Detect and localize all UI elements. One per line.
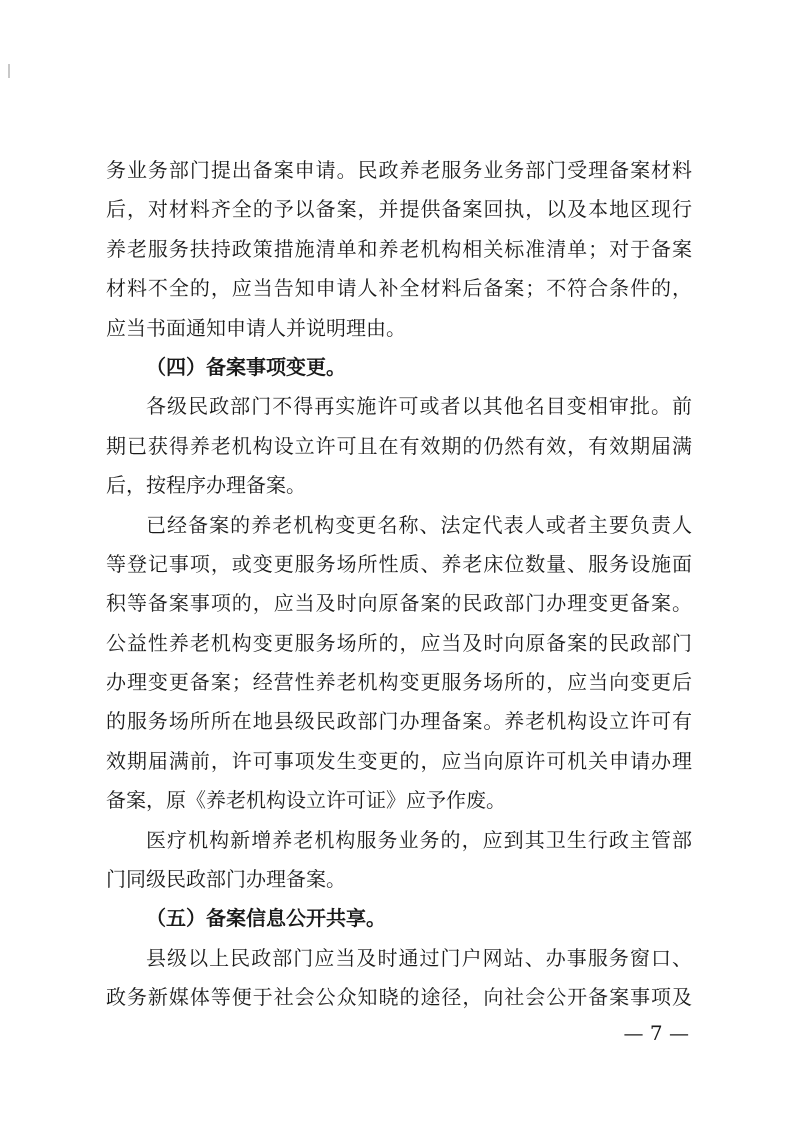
text-line: 积等备案事项的，应当及时向原备案的民政部门办理变更备案。 (106, 591, 692, 616)
text-line: 政务新媒体等便于社会公众知晓的途径，向社会公开备案事项及 (106, 985, 692, 1010)
text-line: 备案，原《养老机构设立许可证》应予作废。 (106, 788, 506, 813)
text-line: 的服务场所所在地县级民政部门办理备案。养老机构设立许可有 (106, 709, 692, 734)
text-line: 医疗机构新增养老机构服务业务的，应到其卫生行政主管部 (146, 827, 692, 852)
text-line: 等登记事项，或变更服务场所性质、养老床位数量、服务设施面 (106, 551, 692, 576)
text-line: 应当书面通知申请人并说明理由。 (106, 315, 406, 340)
page-number: — 7 — (623, 1021, 689, 1045)
text-line: 门同级民政部门办理备案。 (106, 867, 346, 892)
section-heading: （五）备案信息公开共享。 (146, 906, 386, 931)
text-line: 县级以上民政部门应当及时通过门户网站、办事服务窗口、 (146, 945, 692, 970)
section-heading: （四）备案事项变更。 (146, 354, 346, 379)
text-line: 后，按程序办理备案。 (106, 473, 306, 498)
text-line: 后，对材料齐全的予以备案，并提供备案回执，以及本地区现行 (106, 197, 692, 222)
text-line: 办理变更备案；经营性养老机构变更服务场所的，应当向变更后 (106, 670, 692, 695)
text-line: 已经备案的养老机构变更名称、法定代表人或者主要负责人 (146, 512, 692, 537)
text-line: 期已获得养老机构设立许可且在有效期的仍然有效，有效期届满 (106, 433, 692, 458)
text-line: 养老服务扶持政策措施清单和养老机构相关标准清单；对于备案 (106, 236, 692, 261)
text-line: 效期届满前，许可事项发生变更的，应当向原许可机关申请办理 (106, 748, 692, 773)
text-line: 材料不全的，应当告知申请人补全材料后备案；不符合条件的， (106, 276, 692, 301)
body-text (106, 151, 692, 1018)
text-line: 各级民政部门不得再实施许可或者以其他名目变相审批。前 (146, 394, 692, 419)
text-line: 公益性养老机构变更服务场所的，应当及时向原备案的民政部门 (106, 630, 692, 655)
text-line: 务业务部门提出备案申请。民政养老服务业务部门受理备案材料 (106, 158, 692, 182)
scan-artifact (8, 64, 10, 78)
